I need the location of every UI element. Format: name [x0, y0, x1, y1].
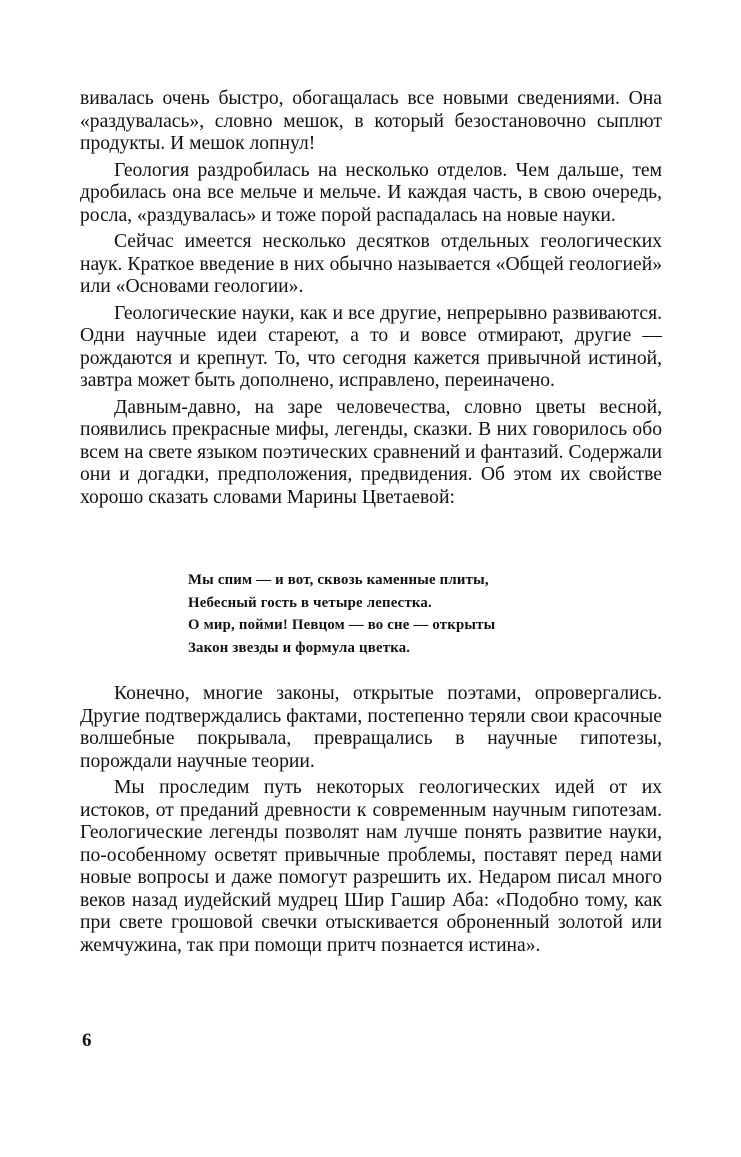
- paragraph-4: Геологические науки, как и все другие, непрерывно развиваются. Одни научные идеи стареют, а то и вовсе отмирают, другие — рождаются и крепнут. То, что сегодня кажется привычной истиной, завтра может быть дополнено, исправлено, переиначено.: [80, 302, 662, 391]
- poem-line-3: О мир, пойми! Певцом — во сне — открыты: [188, 617, 496, 634]
- paragraph-6: Конечно, многие законы, открытые поэтами, опровергались. Другие подтверждались фактами, постепенно теряли свои красочные волшебные покрывала, превращались в научные гипотезы, порождали научные теории.: [80, 683, 662, 772]
- paragraph-5: Давным-давно, на заре человечества, словно цветы весной, появились прекрасные мифы, легенды, сказки. В них говорилось обо всем на свете языком поэтических сравнений и фантазий. Содержали они и догадки, предположения, предвидения. Об этом их свойстве хорошо сказать словами Марины Цветаевой:: [80, 396, 662, 508]
- paragraph-3: Сейчас имеется несколько десятков отдельных геологических наук. Краткое введение в них обычно называется «Общей геологией» или «Основами геологии».: [80, 231, 662, 297]
- text-block-top: [80, 88, 662, 509]
- paragraph-2: Геология раздробилась на несколько отделов. Чем дальше, тем дробилась она все мельче и мельче. И каждая часть, в свою очередь, росла, «раздувалась» и тоже порой распадалась на новые науки.: [80, 159, 662, 226]
- poem-line-1: Мы спим — и вот, сквозь каменные плиты,: [188, 572, 489, 588]
- paragraph-7: Мы проследим путь некоторых геологических идей от их истоков, от преданий древности к современным научным гипотезам. Геологические легенды позволят нам лучше понять развитие науки, по-особенному осветят привычные проблемы, поставят перед нами новые вопросы и даже помогут разрешить их. Недаром писал много веков назад иудейский мудрец Шир Гашир Аба: «Подобно тому, как при свете грошовой свечки отыскивается оброненный золотой или жемчужина, так при помощи притч познается истина».: [80, 777, 662, 956]
- text-block-bottom: [80, 683, 662, 957]
- poem-line-4: Закон звезды и формула цветка.: [188, 640, 411, 657]
- page-number: 6: [82, 1030, 92, 1051]
- poem-quote: [188, 569, 608, 660]
- poem-line-2: Небесный гость в четыре лепестка.: [188, 594, 432, 611]
- paragraph-1: вивалась очень быстро, обогащалась все новыми сведениями. Она «раздувалась», словно мешок, в который безостановочно сыплют продукты. И мешок лопнул!: [80, 88, 662, 154]
